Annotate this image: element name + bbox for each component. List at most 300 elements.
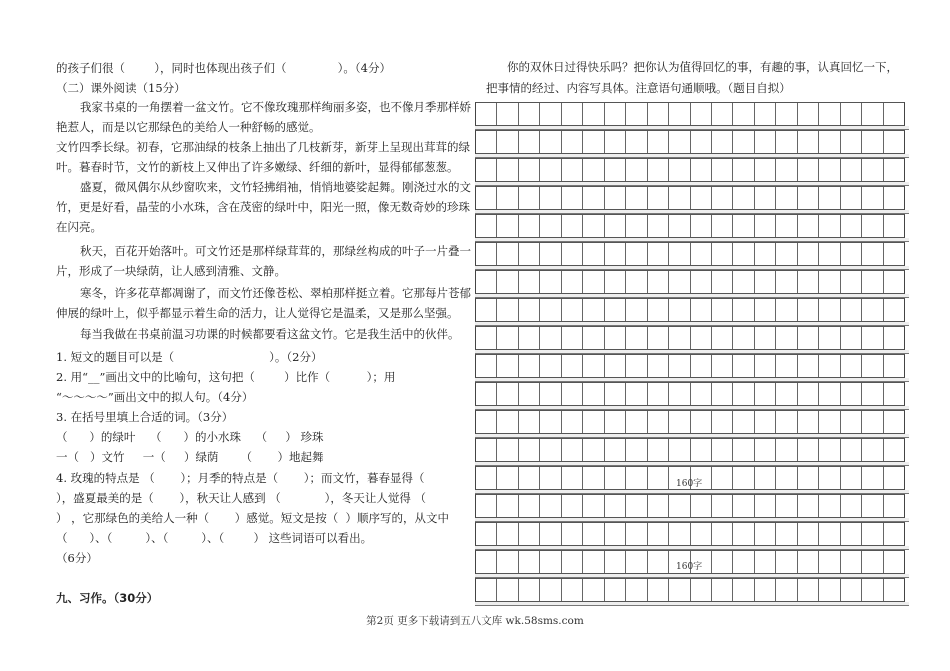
grid-cell[interactable] [884, 467, 904, 489]
grid-cell[interactable] [562, 299, 583, 321]
grid-cell[interactable] [712, 383, 733, 405]
grid-cell[interactable] [605, 411, 626, 433]
grid-cell[interactable] [733, 551, 754, 573]
grid-cell[interactable] [776, 551, 797, 573]
grid-cell[interactable] [583, 355, 604, 377]
grid-cell[interactable] [648, 467, 669, 489]
grid-cell[interactable] [562, 411, 583, 433]
grid-cell[interactable] [497, 243, 518, 265]
grid-cell[interactable] [583, 159, 604, 181]
grid-cell[interactable] [583, 383, 604, 405]
grid-cell[interactable] [476, 551, 497, 573]
grid-cell[interactable] [476, 523, 497, 545]
grid-cell[interactable] [712, 355, 733, 377]
grid-cell[interactable] [476, 383, 497, 405]
grid-cell[interactable] [476, 243, 497, 265]
grid-cell[interactable] [733, 467, 754, 489]
grid-cell[interactable] [712, 523, 733, 545]
grid-cell[interactable] [669, 383, 690, 405]
grid-cell[interactable] [669, 523, 690, 545]
grid-cell[interactable] [691, 411, 712, 433]
grid-cell[interactable] [583, 271, 604, 293]
grid-cell[interactable] [798, 215, 819, 237]
grid-cell[interactable] [519, 187, 540, 209]
grid-row[interactable] [475, 270, 905, 294]
grid-cell[interactable] [669, 103, 690, 125]
grid-cell[interactable] [669, 495, 690, 517]
grid-cell[interactable] [691, 439, 712, 461]
grid-cell[interactable] [669, 215, 690, 237]
grid-cell[interactable] [712, 215, 733, 237]
grid-cell[interactable] [497, 131, 518, 153]
grid-cell[interactable] [776, 467, 797, 489]
grid-cell[interactable] [841, 411, 862, 433]
grid-cell[interactable] [648, 579, 669, 601]
grid-cell[interactable] [476, 579, 497, 601]
grid-cell[interactable] [755, 103, 776, 125]
grid-cell[interactable] [626, 159, 647, 181]
grid-cell[interactable] [755, 131, 776, 153]
grid-cell[interactable] [669, 271, 690, 293]
grid-cell[interactable] [712, 103, 733, 125]
grid-cell[interactable] [626, 355, 647, 377]
grid-cell[interactable] [884, 271, 904, 293]
grid-cell[interactable] [669, 299, 690, 321]
grid-cell[interactable] [755, 523, 776, 545]
grid-cell[interactable] [626, 131, 647, 153]
grid-row[interactable] [475, 214, 905, 238]
grid-cell[interactable] [476, 131, 497, 153]
grid-cell[interactable] [798, 551, 819, 573]
grid-cell[interactable] [841, 271, 862, 293]
grid-cell[interactable] [841, 299, 862, 321]
grid-cell[interactable] [884, 439, 904, 461]
grid-cell[interactable] [819, 411, 840, 433]
grid-cell[interactable] [605, 103, 626, 125]
grid-cell[interactable] [583, 131, 604, 153]
grid-row[interactable] [475, 158, 905, 182]
grid-cell[interactable] [626, 299, 647, 321]
grid-cell[interactable] [648, 411, 669, 433]
grid-cell[interactable] [648, 495, 669, 517]
grid-cell[interactable] [862, 495, 883, 517]
grid-cell[interactable] [862, 187, 883, 209]
grid-cell[interactable] [819, 187, 840, 209]
grid-cell[interactable] [884, 327, 904, 349]
grid-cell[interactable] [519, 355, 540, 377]
grid-cell[interactable] [862, 467, 883, 489]
grid-cell[interactable] [605, 243, 626, 265]
grid-cell[interactable] [755, 159, 776, 181]
grid-cell[interactable] [476, 159, 497, 181]
grid-cell[interactable] [776, 439, 797, 461]
grid-cell[interactable] [691, 187, 712, 209]
grid-cell[interactable] [776, 131, 797, 153]
grid-cell[interactable] [583, 215, 604, 237]
grid-cell[interactable] [562, 551, 583, 573]
grid-cell[interactable] [862, 271, 883, 293]
grid-cell[interactable] [519, 439, 540, 461]
grid-cell[interactable] [605, 439, 626, 461]
grid-cell[interactable] [626, 103, 647, 125]
grid-cell[interactable] [691, 159, 712, 181]
grid-cell[interactable] [605, 327, 626, 349]
grid-cell[interactable] [733, 103, 754, 125]
grid-cell[interactable] [691, 579, 712, 601]
grid-cell[interactable] [669, 187, 690, 209]
grid-cell[interactable] [884, 523, 904, 545]
grid-cell[interactable] [819, 523, 840, 545]
grid-cell[interactable] [648, 327, 669, 349]
grid-cell[interactable] [648, 271, 669, 293]
grid-cell[interactable] [519, 299, 540, 321]
grid-cell[interactable] [519, 131, 540, 153]
grid-row[interactable] [475, 522, 905, 546]
grid-cell[interactable] [841, 355, 862, 377]
grid-cell[interactable] [798, 383, 819, 405]
grid-cell[interactable] [884, 355, 904, 377]
grid-cell[interactable] [540, 495, 561, 517]
grid-cell[interactable] [733, 187, 754, 209]
grid-cell[interactable] [798, 187, 819, 209]
grid-cell[interactable] [798, 271, 819, 293]
grid-cell[interactable] [626, 467, 647, 489]
grid-cell[interactable] [798, 103, 819, 125]
grid-cell[interactable] [819, 439, 840, 461]
grid-cell[interactable] [862, 243, 883, 265]
grid-row[interactable] [475, 354, 905, 378]
grid-cell[interactable] [819, 355, 840, 377]
grid-cell[interactable] [626, 551, 647, 573]
grid-row[interactable] [475, 186, 905, 210]
grid-cell[interactable] [583, 103, 604, 125]
grid-cell[interactable] [519, 495, 540, 517]
grid-cell[interactable] [691, 131, 712, 153]
grid-cell[interactable] [862, 523, 883, 545]
grid-cell[interactable] [562, 383, 583, 405]
grid-cell[interactable] [540, 579, 561, 601]
grid-cell[interactable] [691, 299, 712, 321]
grid-cell[interactable] [519, 271, 540, 293]
grid-cell[interactable] [497, 215, 518, 237]
grid-cell[interactable] [497, 551, 518, 573]
grid-cell[interactable] [841, 243, 862, 265]
grid-cell[interactable] [605, 383, 626, 405]
grid-cell[interactable] [819, 467, 840, 489]
grid-cell[interactable] [497, 355, 518, 377]
grid-cell[interactable] [798, 355, 819, 377]
grid-cell[interactable] [540, 131, 561, 153]
grid-cell[interactable] [798, 411, 819, 433]
grid-cell[interactable] [626, 411, 647, 433]
grid-cell[interactable] [755, 411, 776, 433]
grid-row[interactable] [475, 382, 905, 406]
grid-cell[interactable] [733, 327, 754, 349]
grid-cell[interactable] [841, 103, 862, 125]
grid-cell[interactable] [648, 299, 669, 321]
grid-cell[interactable] [776, 523, 797, 545]
grid-cell[interactable] [669, 579, 690, 601]
grid-cell[interactable] [648, 131, 669, 153]
grid-cell[interactable] [798, 327, 819, 349]
grid-cell[interactable] [755, 215, 776, 237]
grid-cell[interactable] [540, 355, 561, 377]
grid-cell[interactable] [884, 243, 904, 265]
grid-cell[interactable] [819, 215, 840, 237]
grid-row[interactable] [475, 494, 905, 518]
grid-cell[interactable] [540, 523, 561, 545]
grid-cell[interactable] [819, 327, 840, 349]
grid-cell[interactable] [776, 299, 797, 321]
grid-cell[interactable] [669, 439, 690, 461]
grid-cell[interactable] [540, 467, 561, 489]
grid-cell[interactable] [583, 551, 604, 573]
grid-cell[interactable] [562, 159, 583, 181]
grid-cell[interactable] [798, 579, 819, 601]
grid-cell[interactable] [519, 103, 540, 125]
grid-cell[interactable] [841, 327, 862, 349]
grid-cell[interactable] [583, 467, 604, 489]
grid-cell[interactable] [733, 495, 754, 517]
grid-cell[interactable] [819, 103, 840, 125]
grid-cell[interactable] [583, 523, 604, 545]
grid-cell[interactable] [862, 383, 883, 405]
grid-row[interactable] [475, 410, 905, 434]
grid-cell[interactable] [691, 103, 712, 125]
grid-cell[interactable] [519, 523, 540, 545]
grid-cell[interactable] [755, 495, 776, 517]
grid-cell[interactable] [819, 271, 840, 293]
grid-cell[interactable] [497, 327, 518, 349]
grid-cell[interactable] [626, 439, 647, 461]
grid-cell[interactable] [626, 243, 647, 265]
grid-cell[interactable] [497, 579, 518, 601]
grid-cell[interactable] [476, 299, 497, 321]
grid-cell[interactable] [583, 243, 604, 265]
grid-cell[interactable] [862, 215, 883, 237]
grid-cell[interactable] [841, 383, 862, 405]
grid-cell[interactable] [819, 495, 840, 517]
grid-cell[interactable] [712, 131, 733, 153]
grid-cell[interactable] [476, 215, 497, 237]
grid-cell[interactable] [798, 467, 819, 489]
grid-cell[interactable] [562, 271, 583, 293]
grid-cell[interactable] [798, 523, 819, 545]
grid-cell[interactable] [605, 271, 626, 293]
grid-cell[interactable] [519, 467, 540, 489]
grid-cell[interactable] [884, 495, 904, 517]
grid-cell[interactable] [712, 439, 733, 461]
grid-cell[interactable] [862, 299, 883, 321]
grid-cell[interactable] [669, 411, 690, 433]
grid-cell[interactable] [776, 271, 797, 293]
grid-cell[interactable] [712, 187, 733, 209]
grid-cell[interactable] [476, 327, 497, 349]
grid-cell[interactable] [712, 299, 733, 321]
grid-cell[interactable] [540, 411, 561, 433]
grid-cell[interactable] [626, 327, 647, 349]
grid-cell[interactable] [497, 411, 518, 433]
grid-cell[interactable] [497, 439, 518, 461]
grid-cell[interactable] [819, 299, 840, 321]
grid-cell[interactable] [519, 551, 540, 573]
grid-cell[interactable] [562, 187, 583, 209]
grid-cell[interactable] [691, 355, 712, 377]
grid-cell[interactable] [841, 131, 862, 153]
grid-cell[interactable] [519, 159, 540, 181]
grid-cell[interactable] [605, 131, 626, 153]
grid-cell[interactable] [755, 299, 776, 321]
grid-cell[interactable] [755, 579, 776, 601]
grid-cell[interactable] [841, 523, 862, 545]
grid-cell[interactable] [476, 355, 497, 377]
grid-cell[interactable] [776, 411, 797, 433]
grid-cell[interactable] [884, 299, 904, 321]
grid-cell[interactable] [562, 327, 583, 349]
grid-cell[interactable] [562, 103, 583, 125]
grid-cell[interactable] [862, 551, 883, 573]
grid-cell[interactable] [712, 271, 733, 293]
grid-cell[interactable] [648, 243, 669, 265]
grid-cell[interactable] [562, 495, 583, 517]
grid-cell[interactable] [648, 215, 669, 237]
grid-cell[interactable] [562, 579, 583, 601]
grid-cell[interactable] [798, 299, 819, 321]
grid-cell[interactable] [862, 579, 883, 601]
grid-cell[interactable] [648, 551, 669, 573]
grid-cell[interactable] [497, 495, 518, 517]
grid-cell[interactable] [776, 215, 797, 237]
grid-cell[interactable] [755, 383, 776, 405]
grid-cell[interactable] [884, 103, 904, 125]
grid-cell[interactable] [862, 131, 883, 153]
grid-cell[interactable] [519, 243, 540, 265]
grid-cell[interactable] [733, 131, 754, 153]
grid-cell[interactable] [884, 187, 904, 209]
grid-cell[interactable] [798, 159, 819, 181]
grid-cell[interactable] [519, 215, 540, 237]
grid-cell[interactable] [755, 243, 776, 265]
grid-cell[interactable] [691, 495, 712, 517]
grid-row[interactable] [475, 326, 905, 350]
grid-cell[interactable] [841, 439, 862, 461]
grid-cell[interactable] [540, 103, 561, 125]
grid-cell[interactable] [691, 271, 712, 293]
grid-cell[interactable] [776, 383, 797, 405]
grid-cell[interactable] [776, 243, 797, 265]
grid-cell[interactable] [776, 579, 797, 601]
grid-cell[interactable] [819, 383, 840, 405]
grid-cell[interactable] [862, 103, 883, 125]
grid-cell[interactable] [497, 467, 518, 489]
grid-cell[interactable] [798, 243, 819, 265]
grid-cell[interactable] [733, 439, 754, 461]
grid-row[interactable] [475, 242, 905, 266]
grid-cell[interactable] [712, 551, 733, 573]
grid-cell[interactable] [733, 299, 754, 321]
grid-cell[interactable] [605, 551, 626, 573]
grid-cell[interactable] [626, 523, 647, 545]
grid-cell[interactable] [733, 355, 754, 377]
grid-row[interactable] [475, 130, 905, 154]
grid-row[interactable] [475, 438, 905, 462]
grid-cell[interactable] [497, 383, 518, 405]
grid-cell[interactable] [733, 383, 754, 405]
grid-cell[interactable] [540, 243, 561, 265]
composition-grid[interactable] [475, 102, 905, 606]
grid-cell[interactable] [648, 355, 669, 377]
grid-cell[interactable] [669, 243, 690, 265]
grid-cell[interactable] [884, 159, 904, 181]
grid-cell[interactable] [862, 159, 883, 181]
grid-cell[interactable] [583, 187, 604, 209]
grid-cell[interactable] [626, 215, 647, 237]
grid-cell[interactable] [605, 355, 626, 377]
grid-cell[interactable] [497, 187, 518, 209]
grid-cell[interactable] [712, 467, 733, 489]
grid-cell[interactable] [776, 103, 797, 125]
grid-cell[interactable] [476, 271, 497, 293]
grid-cell[interactable] [669, 131, 690, 153]
grid-cell[interactable] [540, 327, 561, 349]
grid-cell[interactable] [884, 383, 904, 405]
grid-cell[interactable] [669, 355, 690, 377]
grid-cell[interactable] [476, 495, 497, 517]
grid-cell[interactable] [648, 103, 669, 125]
grid-cell[interactable] [519, 383, 540, 405]
grid-cell[interactable] [733, 579, 754, 601]
grid-cell[interactable] [519, 327, 540, 349]
grid-cell[interactable] [669, 159, 690, 181]
grid-cell[interactable] [497, 299, 518, 321]
grid-cell[interactable] [626, 579, 647, 601]
grid-cell[interactable] [540, 187, 561, 209]
grid-cell[interactable] [776, 187, 797, 209]
grid-cell[interactable] [691, 383, 712, 405]
grid-cell[interactable] [691, 523, 712, 545]
grid-cell[interactable] [798, 131, 819, 153]
grid-cell[interactable] [540, 299, 561, 321]
grid-cell[interactable] [562, 439, 583, 461]
grid-cell[interactable] [476, 467, 497, 489]
grid-cell[interactable] [540, 383, 561, 405]
grid-cell[interactable] [841, 187, 862, 209]
grid-cell[interactable] [884, 411, 904, 433]
grid-cell[interactable] [562, 523, 583, 545]
grid-cell[interactable] [605, 495, 626, 517]
grid-cell[interactable] [712, 411, 733, 433]
grid-cell[interactable] [540, 159, 561, 181]
grid-cell[interactable] [841, 215, 862, 237]
grid-cell[interactable] [605, 187, 626, 209]
grid-cell[interactable] [648, 439, 669, 461]
grid-cell[interactable] [862, 327, 883, 349]
grid-cell[interactable] [712, 327, 733, 349]
grid-cell[interactable] [540, 271, 561, 293]
grid-cell[interactable] [862, 355, 883, 377]
grid-cell[interactable] [841, 551, 862, 573]
grid-cell[interactable] [776, 159, 797, 181]
grid-cell[interactable] [733, 411, 754, 433]
grid-cell[interactable] [755, 187, 776, 209]
grid-cell[interactable] [755, 551, 776, 573]
grid-cell[interactable] [626, 383, 647, 405]
grid-cell[interactable] [755, 439, 776, 461]
grid-cell[interactable] [519, 411, 540, 433]
grid-cell[interactable] [497, 271, 518, 293]
grid-cell[interactable] [712, 579, 733, 601]
grid-cell[interactable] [605, 159, 626, 181]
